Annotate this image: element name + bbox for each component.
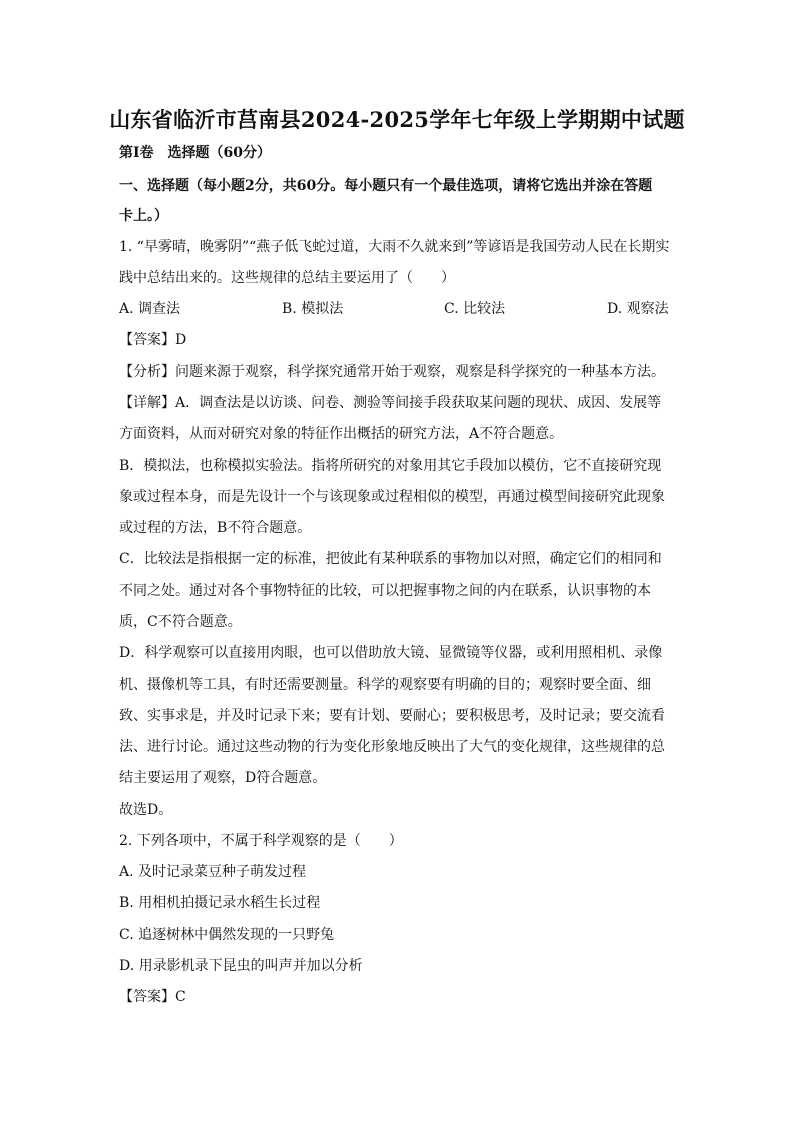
q1-detail-line: 或过程的方法，B不符合题意。 xyxy=(119,520,312,536)
q1-analysis: 【分析】问题来源于观察，科学探究通常开始于观察，观察是科学探究的一种基本方法。 xyxy=(119,364,665,380)
q1-detail-line: 方面资料，从而对研究对象的特征作出概括的研究方法，A不符合题意。 xyxy=(119,426,564,442)
page-title: 山东省临沂市莒南县2024-2025学年七年级上学期期中试题 xyxy=(109,107,685,132)
q1-detail-line: 质，C不符合题意。 xyxy=(119,614,242,630)
q2-option-a: A. 及时记录菜豆种子萌发过程 xyxy=(119,864,307,880)
q1-detail-line: 机、摄像机等工具，有时还需要测量。科学的观察要有明确的目的；观察时要全面、细 xyxy=(119,677,651,693)
q1-detail-line: 法、进行讨论。通过这些动物的行为变化形象地反映出了大气的变化规律，这些规律的总 xyxy=(119,739,665,755)
q2-answer: 【答案】C xyxy=(119,989,186,1005)
q1-stem-line-1: 1. “早雾晴，晚雾阴”“燕子低飞蛇过道，大雨不久就来到”等谚语是我国劳动人民在长期实 xyxy=(119,239,670,255)
q1-option-b: B. 模拟法 xyxy=(282,301,344,317)
q1-detail-line: 【详解】A．调查法是以访谈、问卷、测验等间接手段获取某问题的现状、成因、发展等 xyxy=(119,395,662,411)
q1-answer: 【答案】D xyxy=(119,332,187,348)
q2-stem: 2. 下列各项中，不属于科学观察的是（ ） xyxy=(119,833,403,849)
q1-detail-line: 结主要运用了观察，D符合题意。 xyxy=(119,770,327,786)
q1-option-c: C. 比较法 xyxy=(444,301,506,317)
q1-detail-line: B．模拟法，也称模拟实验法。指将所研究的对象用其它手段加以模仿，它不直接研究现 xyxy=(119,458,662,474)
q1-detail-line: C．比较法是指根据一定的标准，把彼此有某种联系的事物加以对照，确定它们的相同和 xyxy=(119,551,662,567)
q2-option-b: B. 用相机拍摄记录水稻生长过程 xyxy=(119,895,321,911)
q1-detail-line: 致、实事求是，并及时记录下来；要有计划、要耐心；要积极思考，及时记录；要交流看 xyxy=(119,708,665,724)
q1-detail-line: D．科学观察可以直接用肉眼，也可以借助放大镜、显微镜等仪器，或利用照相机、录像 xyxy=(119,645,663,661)
section-instructions-line-1: 一、选择题（每小题2分，共60分。每小题只有一个最佳选项，请将它选出并涂在答题 xyxy=(119,178,653,194)
section-instructions-line-2: 卡上。） xyxy=(119,208,168,224)
q2-option-d: D. 用录影机录下昆虫的叫声并加以分析 xyxy=(119,958,363,974)
q1-stem-line-2: 践中总结出来的。这些规律的总结主要运用了（ ） xyxy=(119,270,455,286)
part-heading: 第Ⅰ卷 选择题（60分） xyxy=(119,145,272,161)
q1-conclusion: 故选D。 xyxy=(119,802,173,818)
q1-detail-line: 象或过程本身，而是先设计一个与该现象或过程相似的模型，再通过模型间接研究此现象 xyxy=(119,489,665,505)
q2-option-c: C. 追逐树林中偶然发现的一只野兔 xyxy=(119,927,335,943)
q1-detail-line: 不同之处。通过对各个事物特征的比较，可以把握事物之间的内在联系，认识事物的本 xyxy=(119,583,651,599)
q1-option-d: D. 观察法 xyxy=(607,301,669,317)
q1-option-a: A. 调查法 xyxy=(119,301,181,317)
